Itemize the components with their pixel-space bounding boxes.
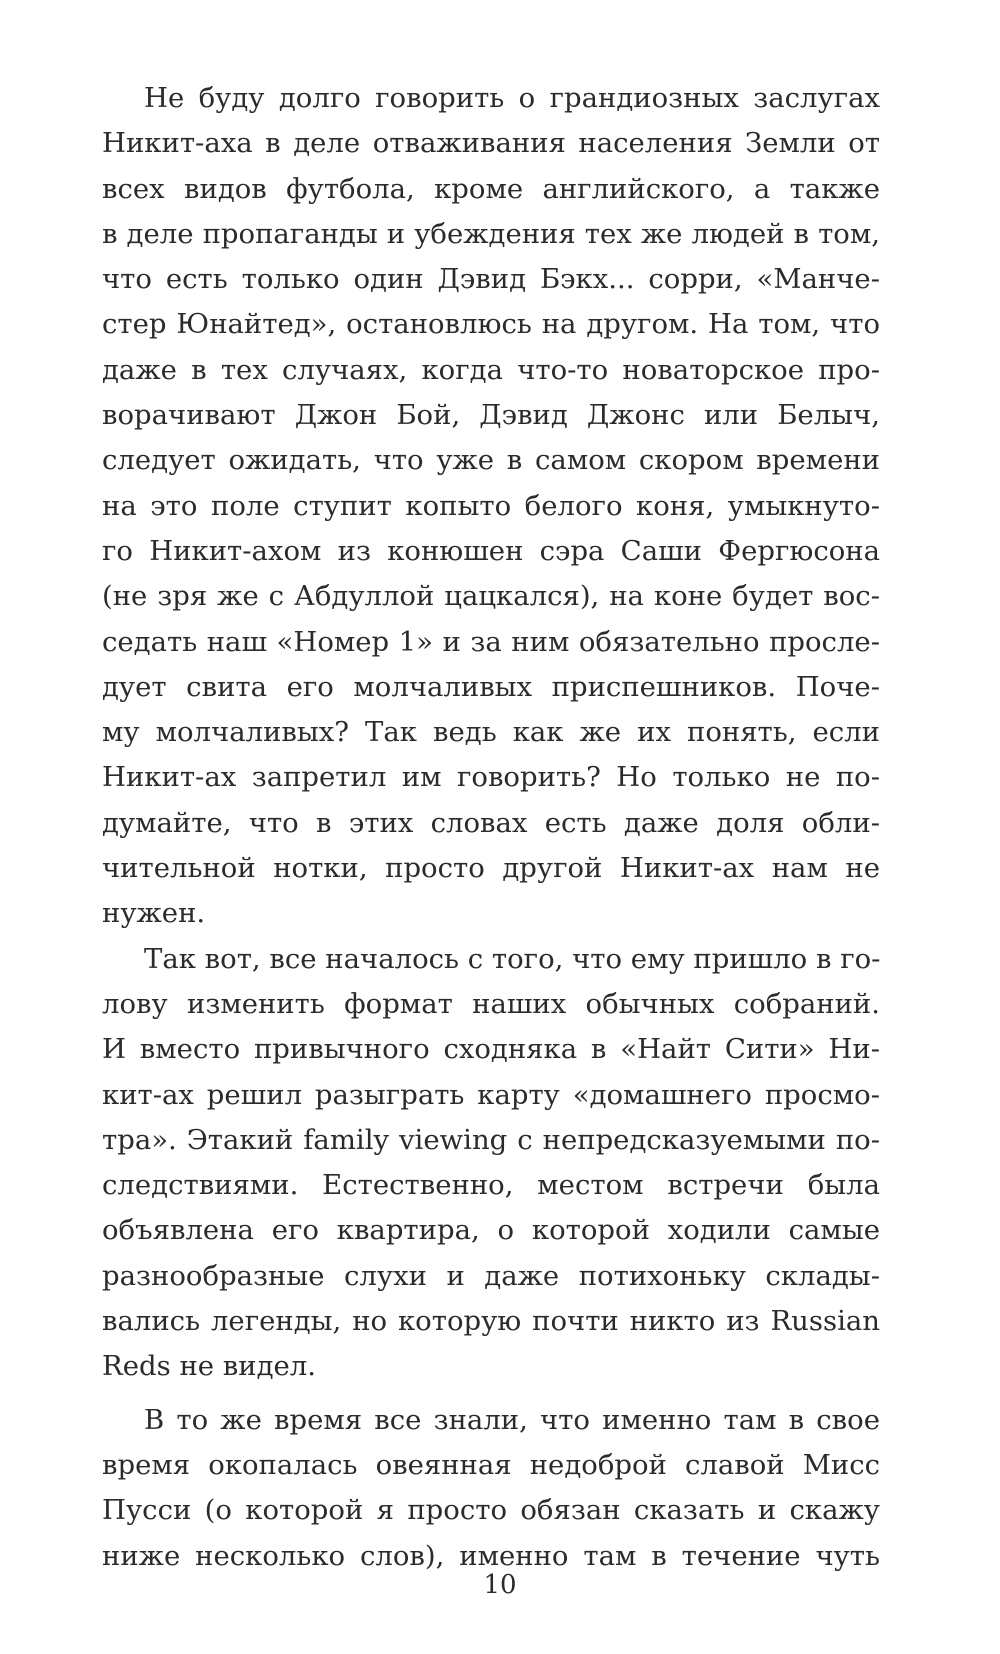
text-line: (не зря же с Абдуллой цацкался), на коне будет вос- [102,580,880,613]
text-line: следствиями. Естественно, местом встречи была [102,1169,880,1202]
body-text [102,76,880,1579]
text-line: вались легенды, но которую почти никто из Russian [102,1305,880,1338]
page-number: 10 [483,1570,517,1600]
text-line: В то же время все знали, что именно там в свое [144,1403,880,1436]
text-line: Пусси (о которой я просто обязан сказать и скажу [102,1494,880,1527]
text-line: му молчаливых? Так ведь как же их понять, если [102,716,880,749]
text-line: что есть только один Дэвид Бэкх... сорри, «Манче- [102,263,880,296]
text-line: нужен. [102,897,206,930]
text-line: на это поле ступит копыто белого коня, умыкнуто- [102,489,880,522]
text-line: стер Юнайтед», остановлюсь на другом. На том, что [102,308,880,341]
text-line: Так вот, все началось с того, что ему пришло в го- [144,942,881,975]
text-line: в деле пропаганды и убеждения тех же людей в том, [102,217,880,250]
text-line: кит-ах решил разыграть карту «домашнего просмо- [102,1078,880,1111]
text-line: седать наш «Номер 1» и за ним обязательно просле- [102,625,880,658]
text-line: дует свита его молчаливых приспешников. Поче- [102,670,880,703]
text-line: лову изменить формат наших обычных собраний. [102,987,880,1020]
text-line: объявлена его квартира, о которой ходили самые [102,1214,880,1247]
text-line: всех видов футбола, кроме английского, а также [102,172,880,205]
text-line: го Никит-ахом из конюшен сэра Саши Фергюсона [102,534,880,567]
text-line: Никит-ах запретил им говорить? Но только не по- [102,761,880,794]
text-line: ворачивают Джон Бой, Дэвид Джонс или Белыч, [102,399,880,432]
text-line: чительной нотки, просто другой Никит-ах нам не [102,852,880,885]
paragraph-gap [102,1390,880,1398]
text-line: Reds не видел. [102,1350,317,1383]
text-line: время окопалась овеянная недоброй славой Мисс [102,1448,880,1481]
text-line: Никит-аха в деле отваживания населения Земли от [102,127,880,160]
paragraph-3 [102,1398,880,1579]
text-line: следует ожидать, что уже в самом скором времени [102,444,880,477]
paragraph-2 [102,937,880,1390]
text-line: ниже несколько слов), именно там в течение чуть [102,1539,880,1572]
text-line: думайте, что в этих словах есть даже доля обли- [102,806,880,839]
text-line: И вместо привычного сходняка в «Найт Сити» Ни- [102,1033,880,1066]
text-line: разнообразные слухи и даже потихоньку склады- [102,1259,880,1292]
text-line: Не буду долго говорить о грандиозных заслугах [144,82,880,114]
text-line: тра». Этакий family viewing с непредсказуемыми по- [102,1123,880,1156]
text-line: даже в тех случаях, когда что-то новаторское про- [102,353,880,386]
paragraph-1 [102,76,880,937]
